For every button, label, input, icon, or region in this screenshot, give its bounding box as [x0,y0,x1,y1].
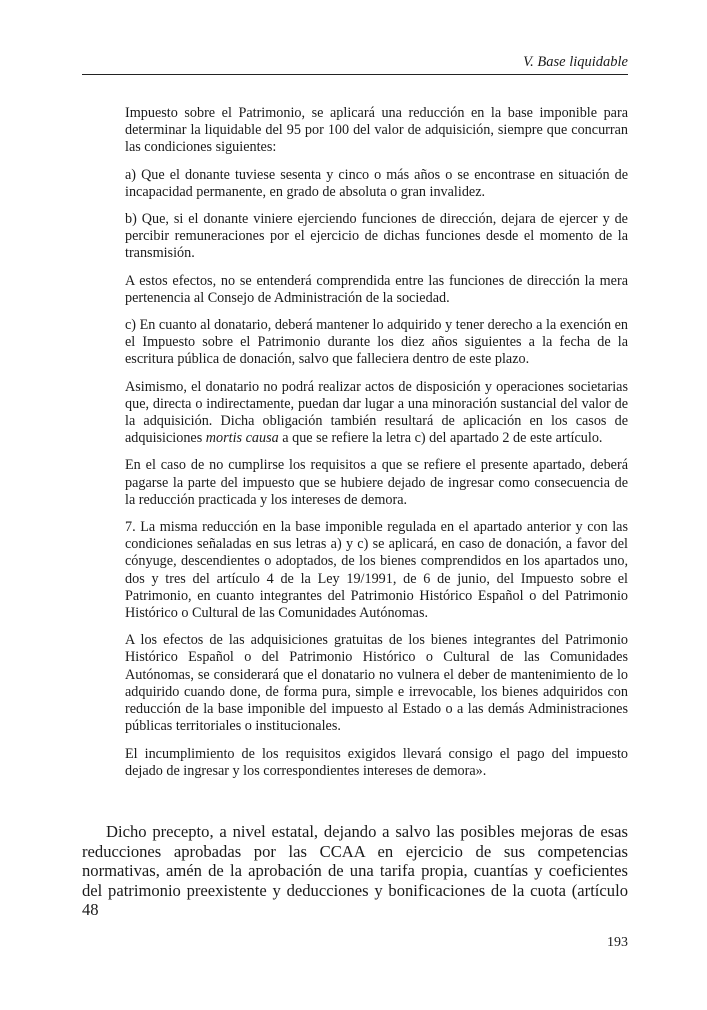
quote-p6-italic: mortis causa [205,430,279,447]
page-number: 193 [607,935,628,950]
body-paragraph: Dicho precepto, a nivel estatal, dejando a salvo las posibles mejoras de esas reducciones aprobadas por las CCAA en ejercicio de sus competencias normativas, amén de la aprobación de una tarifa propia, cuantías y coeficientes del patrimonio preexistente y deducciones y bonificaciones de la cuota (artículo 48 [82,822,628,920]
quote-paragraph-patrimonio: A los efectos de las adquisiciones gratuitas de los bienes integrantes del Patrimonio Histórico Español o del Patrimonio Histórico o Cultural de las Comunidades Autónomas, se considerará que el donatario no vulnera el deber de mantenimiento de lo adquirido cuando done, de forma pura, simple e irrevocable, los bienes adquiridos con reducción de la base imponible del impuesto al Estado o a las demás Administraciones públicas territoriales o institucionales. [125,632,628,735]
running-header [82,52,628,75]
quote-paragraph-1: Impuesto sobre el Patrimonio, se aplicará una reducción en la base imponible para determinar la liquidable del 95 por 100 del valor de adquisición, siempre que concurran las condiciones siguientes: [125,105,628,156]
quote-paragraph-effects: A estos efectos, no se entenderá comprendida entre las funciones de dirección la mera pertenencia al Consejo de Administración de la sociedad. [125,272,628,306]
quote-paragraph-a: a) Que el donante tuviese sesenta y cinco o más años o se encontrase en situación de incapacidad permanente, en grado de absoluta o gran invalidez. [125,166,628,200]
body-text [82,822,628,920]
quoted-legal-text [125,105,628,790]
quote-paragraph-7: 7. La misma reducción en la base imponible regulada en el apartado anterior y con las condiciones señaladas en sus letras a) y c) se aplicará, en caso de donación, a favor del cónyuge, descendientes o adoptados, de los bienes comprendidos en los apartados uno, dos y tres del artículo 4 de la Ley 19/1991, de 6 de junio, del Impuesto sobre el Patrimonio, en cuanto integrantes del Patrimonio Histórico Español o del Patrimonio Histórico o Cultural de las Comunidades Autónomas. [125,519,628,622]
quote-p6-after: a que se refiere la letra c) del apartado 2 de este artículo. [278,430,603,447]
quote-paragraph-asimismo [125,379,628,448]
quote-paragraph-final: El incumplimiento de los requisitos exigidos llevará consigo el pago del impuesto dejado de ingresar y los correspondientes intereses de demora». [125,745,628,779]
header-title: V. Base liquidable [523,54,628,70]
quote-p6-before: Asimismo, el donatario no podrá realizar actos de disposición y operaciones societarias que, directa o indirectamente, puedan dar lugar a una minoración sustancial del valor de la adquisición. Dicha obligación también resultará de aplicación en los casos de adquisiciones [125,378,628,447]
quote-paragraph-incumplimiento: En el caso de no cumplirse los requisitos a que se refiere el presente apartado, deberá pagarse la parte del impuesto que se hubiere dejado de ingresar como consecuencia de la reducción practicada y los intereses de demora. [125,457,628,508]
quote-paragraph-c: c) En cuanto al donatario, deberá mantener lo adquirido y tener derecho a la exención en el Impuesto sobre el Patrimonio durante los diez años siguientes a la fecha de la escritura pública de donación, salvo que falleciera dentro de este plazo. [125,317,628,368]
quote-paragraph-b: b) Que, si el donante viniere ejerciendo funciones de dirección, dejara de ejercer y de percibir remuneraciones por el ejercicio de dichas funciones desde el momento de la transmisión. [125,211,628,262]
